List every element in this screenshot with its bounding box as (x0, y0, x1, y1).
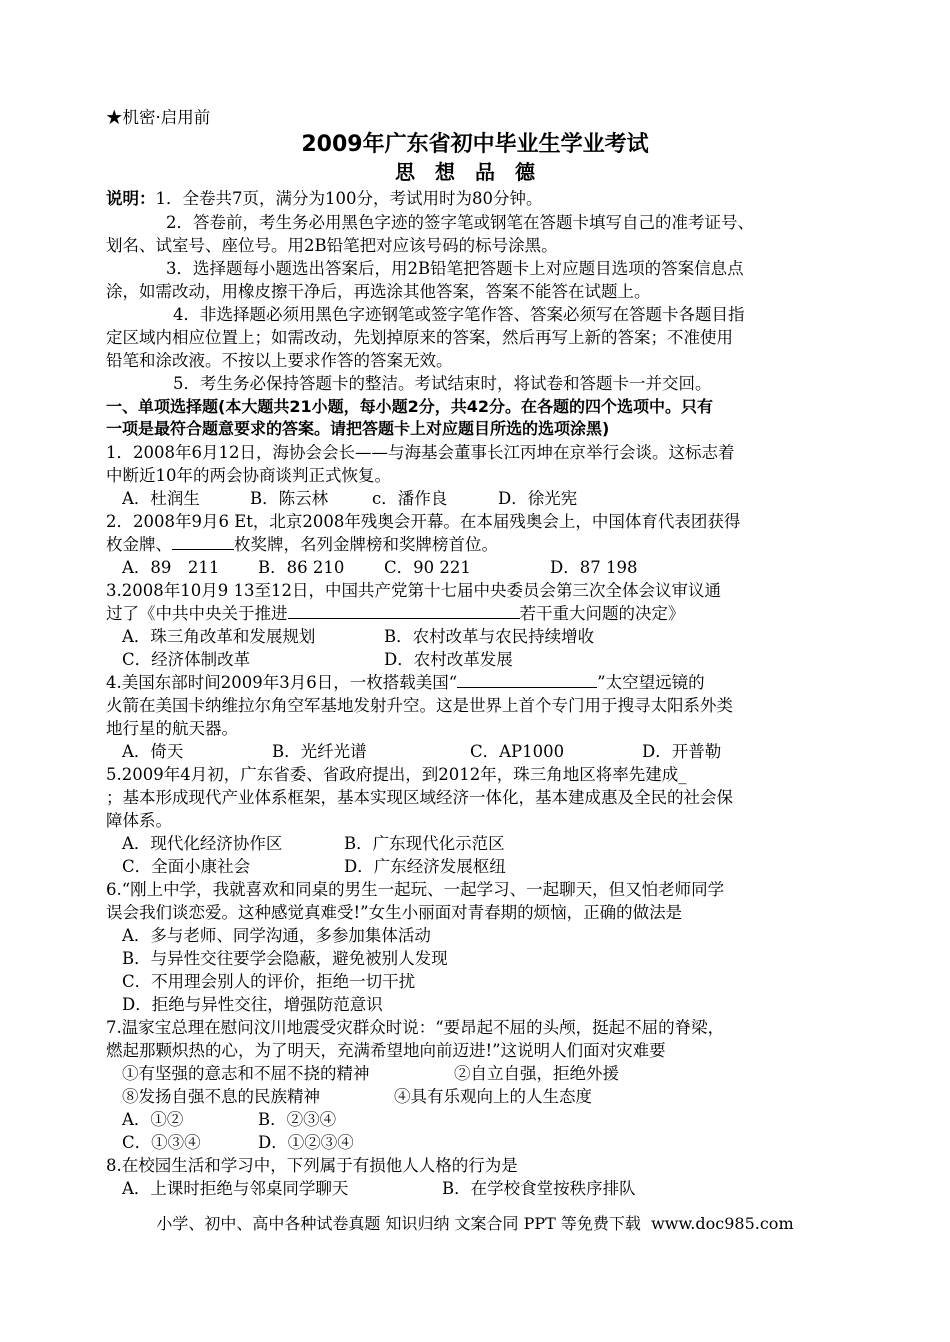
instruction-3: 3．选择题每小题选出答案后，用2B铅笔把答题卡上对应题目选项的答案信息点 (166, 259, 744, 278)
secret-mark: ★机密·启用前 (106, 108, 211, 127)
option-d: D．广东经济发展枢纽 (344, 857, 506, 876)
statement-1: ①有坚强的意志和不屈不挠的精神 (122, 1064, 370, 1083)
option-b: B．光纤光谱 (272, 742, 367, 761)
answer-blank (288, 604, 520, 619)
question-1-line1: 1．2008年6月12日，海协会会长——与海基会董事长江丙坤在京举行会谈。这标志着 (106, 443, 735, 462)
question-2-line1: 2．2008年9月6 Et，北京2008年残奥会开幕。在本届残奥会上，中国体育代表团获得 (106, 512, 741, 531)
exam-subject: 思想品德 (395, 160, 555, 184)
question-3-line1: 3.2008年10月9 13至12日，中国共产党第十七届中央委员会第三次全体会议审议通 (106, 581, 721, 600)
option-b: B．陈云林 (250, 489, 329, 508)
option-b: B．在学校食堂按秩序排队 (442, 1179, 636, 1198)
option-a: A．89 211 (122, 558, 220, 577)
option-d: D．①②③④ (258, 1133, 354, 1152)
statement-4: ④具有乐观向上的人生态度 (394, 1087, 592, 1106)
option-a: A．多与老师、同学沟通，多参加集体活动 (122, 926, 431, 945)
footer-text: 小学、初中、高中各种试卷真题 知识归纳 文案合同 PPT 等免费下载 (156, 1214, 641, 1233)
option-b: B．与异性交往要学会隐蔽，避免被别人发现 (122, 949, 448, 968)
exam-title: 2009年广东省初中毕业生学业考试 (301, 132, 649, 157)
instruction-4: 4．非选择题必须用黑色字迹钢笔或签字笔作答、答案必须写在答题卡各题目指 (173, 305, 745, 324)
instruction-3-cont: 涂，如需改动，用橡皮擦干净后，再选涂其他答案，答案不能答在试题上。 (106, 282, 651, 301)
question-4-line2: 火箭在美国卡纳维拉尔角空军基地发射升空。这是世界上首个专门用于搜寻太阳系外类 (106, 696, 733, 715)
option-d: D．徐光宪 (498, 489, 578, 508)
question-1-line2: 中断近10年的两会协商谈判正式恢复。 (106, 466, 391, 485)
instruction-2-cont: 划名、试室号、座位号。用2B铅笔把对应该号码的标号涂黑。 (106, 236, 558, 255)
option-a: A．珠三角改革和发展规划 (122, 627, 316, 646)
answer-blank (457, 673, 597, 688)
question-6-line1: 6.“刚上中学，我就喜欢和同桌的男生一起玩、一起学习、一起聊天，但又怕老师同学 (106, 880, 725, 899)
question-4-line3: 地行星的航天器。 (106, 719, 238, 738)
option-b: B．②③④ (258, 1110, 337, 1129)
option-b: B．农村改革与农民持续增收 (384, 627, 595, 646)
instruction-5: 5．考生务必保持答题卡的整洁。考试结束时，将试卷和答题卡一并交回。 (173, 374, 712, 393)
instruction-4-cont: 定区域内相应位置上；如需改动，先划掉原来的答案，然后再写上新的答案；不准使用 (106, 328, 733, 347)
option-d: D．拒绝与异性交往，增强防范意识 (122, 995, 383, 1014)
instructions-label: 说明： (106, 189, 156, 208)
footer (0, 1213, 950, 1235)
question-5-line2: ；基本形成现代产业体系框架，基本实现区域经济一体化，基本建成惠及全民的社会保 (106, 788, 733, 807)
option-c: C．全面小康社会 (122, 857, 251, 876)
option-c: c．潘作良 (372, 489, 448, 508)
option-c: C．AP1000 (470, 742, 565, 761)
footer-url[interactable]: www.doc985.com (651, 1214, 794, 1233)
instruction-1: 说明：1．全卷共7页，满分为100分，考试用时为80分钟。 (106, 189, 543, 208)
section-heading: 一、单项选择题(本大题共21小题，每小题2分，共42分。在各题的四个选项中。只有 (106, 397, 713, 416)
question-5-line1: 5.2009年4月初，广东省委、省政府提出，到2012年，珠三角地区将率先建成_ (106, 765, 687, 784)
option-d: D．开普勒 (642, 742, 722, 761)
option-c: C．经济体制改革 (122, 650, 251, 669)
question-7-line2: 燃起那颗炽热的心，为了明天，充满希望地向前迈进!”这说明人们面对灾难要 (106, 1041, 666, 1060)
question-5-line3: 障体系。 (106, 811, 172, 830)
option-b: B．广东现代化示范区 (344, 834, 505, 853)
option-d: D．农村改革发展 (384, 650, 513, 669)
instruction-4-cont2: 铅笔和涂改液。不按以上要求作答的答案无效。 (106, 351, 453, 370)
option-a: A．杜润生 (122, 489, 200, 508)
option-b: B．86 210 (258, 558, 345, 577)
answer-blank (172, 535, 234, 550)
statement-2: ②自立自强，拒绝外援 (454, 1064, 619, 1083)
option-a: A．倚天 (122, 742, 184, 761)
question-2-line2: 枚金牌、 枚奖牌，名列金牌榜和奖牌榜首位。 (106, 535, 498, 554)
question-7-line1: 7.温家宝总理在慰问汶川地震受灾群众时说：“要昂起不屈的头颅，挺起不屈的脊梁， (106, 1018, 725, 1037)
question-6-line2: 误会我们谈恋爱。这种感觉真难受!”女生小丽面对青春期的烦恼，正确的做法是 (106, 903, 683, 922)
option-a: A．现代化经济协作区 (122, 834, 283, 853)
question-8-line1: 8.在校园生活和学习中，下列属于有损他人人格的行为是 (106, 1156, 518, 1175)
section-heading-cont: 一项是最符合题意要求的答案。请把答题卡上对应题目所选的选项涂黑) (106, 419, 610, 438)
option-a: A．①② (122, 1110, 184, 1129)
statement-3: ⑧发扬自强不息的民族精神 (122, 1087, 320, 1106)
instruction-2: 2．答卷前，考生务必用黑色字迹的签字笔或钢笔在答题卡填写自己的准考证号、 (166, 213, 754, 232)
option-c: C．不用理会别人的评价，拒绝一切干扰 (122, 972, 416, 991)
question-4-line1: 4.美国东部时间2009年3月6日，一枚搭载美国“ ”太空望远镜的 (106, 673, 705, 692)
option-a: A．上课时拒绝与邻桌同学聊天 (122, 1179, 349, 1198)
option-c: C．90 221 (384, 558, 471, 577)
option-c: C．①③④ (122, 1133, 201, 1152)
option-d: D．87 198 (550, 558, 638, 577)
question-3-line2: 过了《中共中央关于推进 若干重大问题的决定》 (106, 604, 685, 623)
